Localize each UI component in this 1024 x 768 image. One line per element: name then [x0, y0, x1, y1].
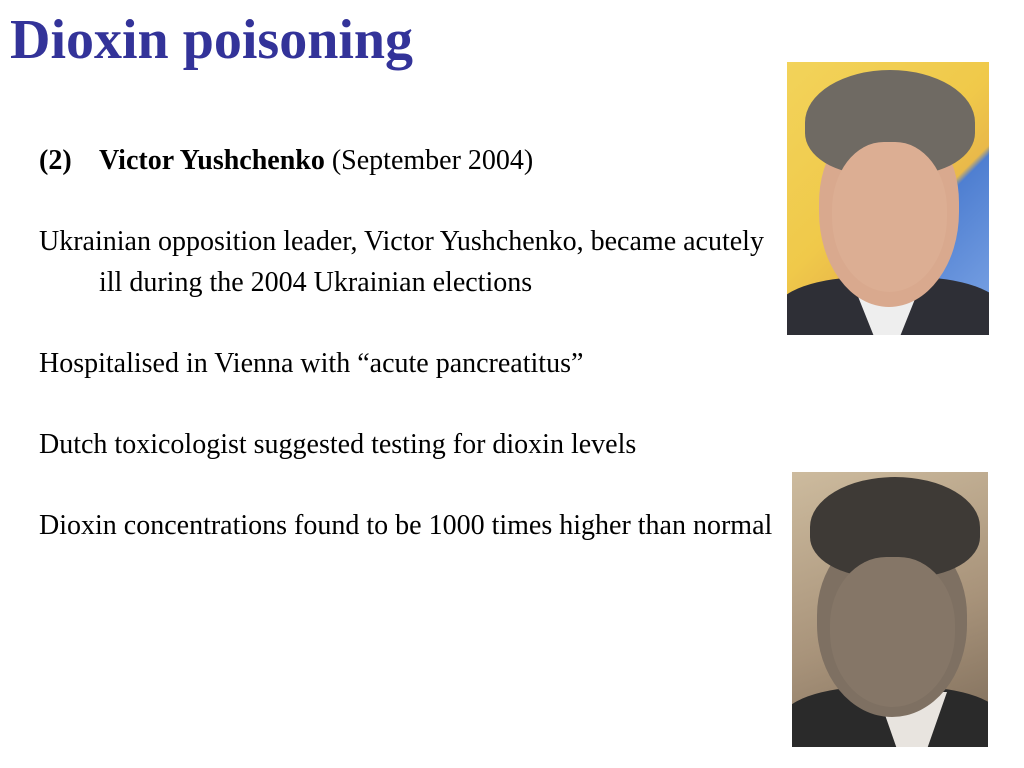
case-heading: [39, 140, 779, 181]
case-number: (2): [39, 145, 72, 176]
portrait-photo-before: [787, 62, 989, 335]
bullet-paragraph: Dioxin concentrations found to be 1000 times higher than normal: [39, 510, 773, 541]
portrait-photo-after: [792, 472, 988, 747]
bullet-paragraph: Dutch toxicologist suggested testing for dioxin levels: [39, 429, 637, 460]
slide-title: Dioxin poisoning: [10, 9, 414, 71]
face-center-shape: [830, 557, 955, 707]
bullet-paragraph: Ukrainian opposition leader, Victor Yushchenko, became acutely ill during the 2004 Ukrainian elections: [39, 226, 764, 298]
case-name: Victor Yushchenko: [99, 145, 325, 176]
face-center-shape: [832, 142, 947, 292]
bullet-paragraph: Hospitalised in Vienna with “acute pancreatitus”: [39, 348, 584, 379]
case-date: (September 2004): [324, 145, 534, 176]
slide-content: [39, 140, 779, 586]
